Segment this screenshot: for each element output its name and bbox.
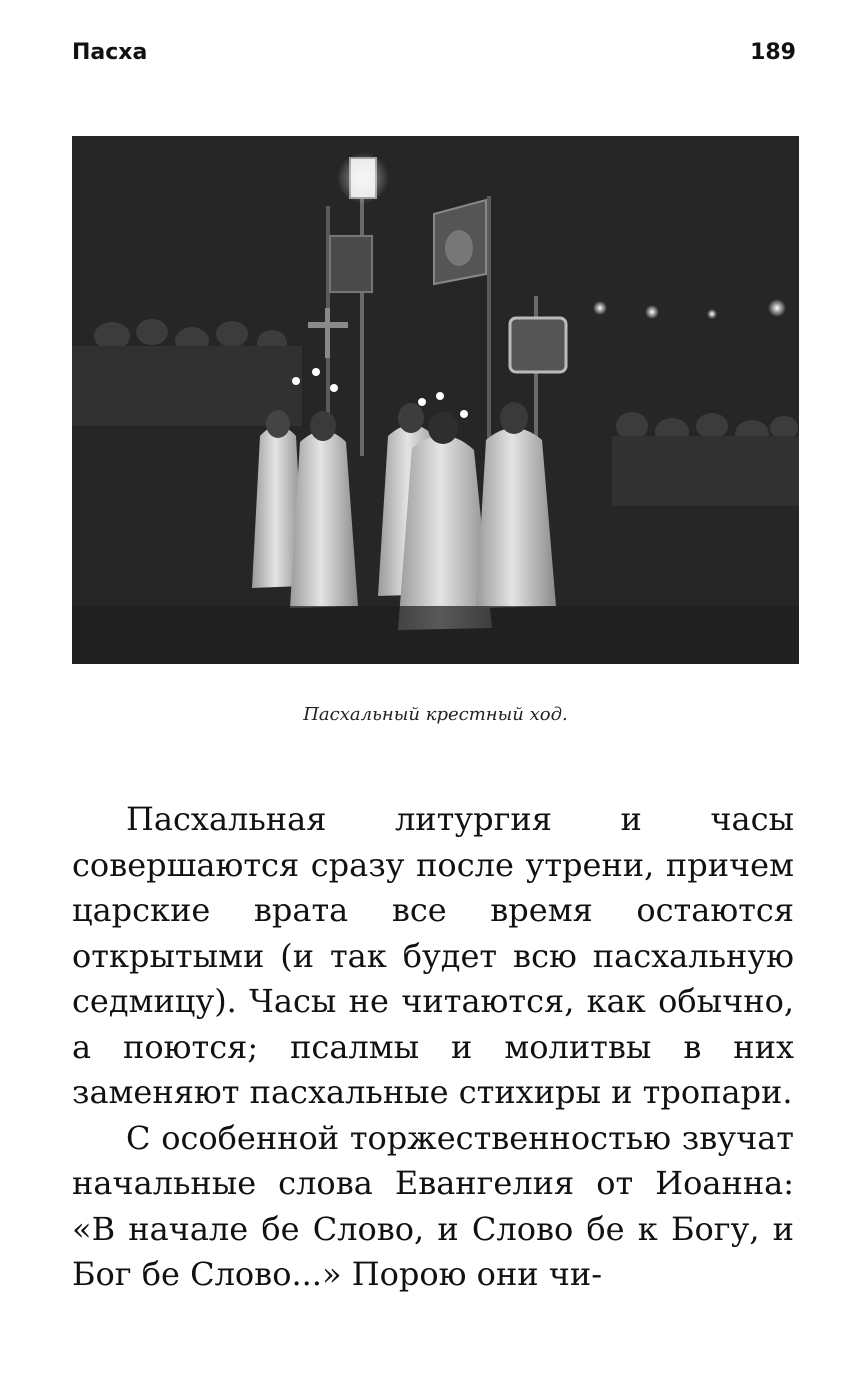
procession-illustration <box>72 136 799 664</box>
procession-photo <box>72 136 799 664</box>
page-number: 189 <box>750 40 796 65</box>
section-title: Пасха <box>72 40 148 65</box>
body-text <box>72 797 794 1298</box>
paragraph-2: С особенной торжественностью звучат начальные слова Евангелия от Иоанна: «В начале бе Слово, и Слово бе к Богу, и Бог бе Слово...» Порою они чи- <box>72 1118 794 1293</box>
paragraph-1: Пасхальная литургия и часы совершаются сразу после утрени, причем царские врата все время остаются открытыми (и так будет всю пасхальную седмицу). Часы не читаются, как обычно, а поются; псалмы и молитвы в них заменяют пасхальные стихиры и тропари. <box>72 800 794 1111</box>
figure-caption: Пасхальный крестный ход. <box>303 704 568 725</box>
running-head <box>72 40 796 76</box>
